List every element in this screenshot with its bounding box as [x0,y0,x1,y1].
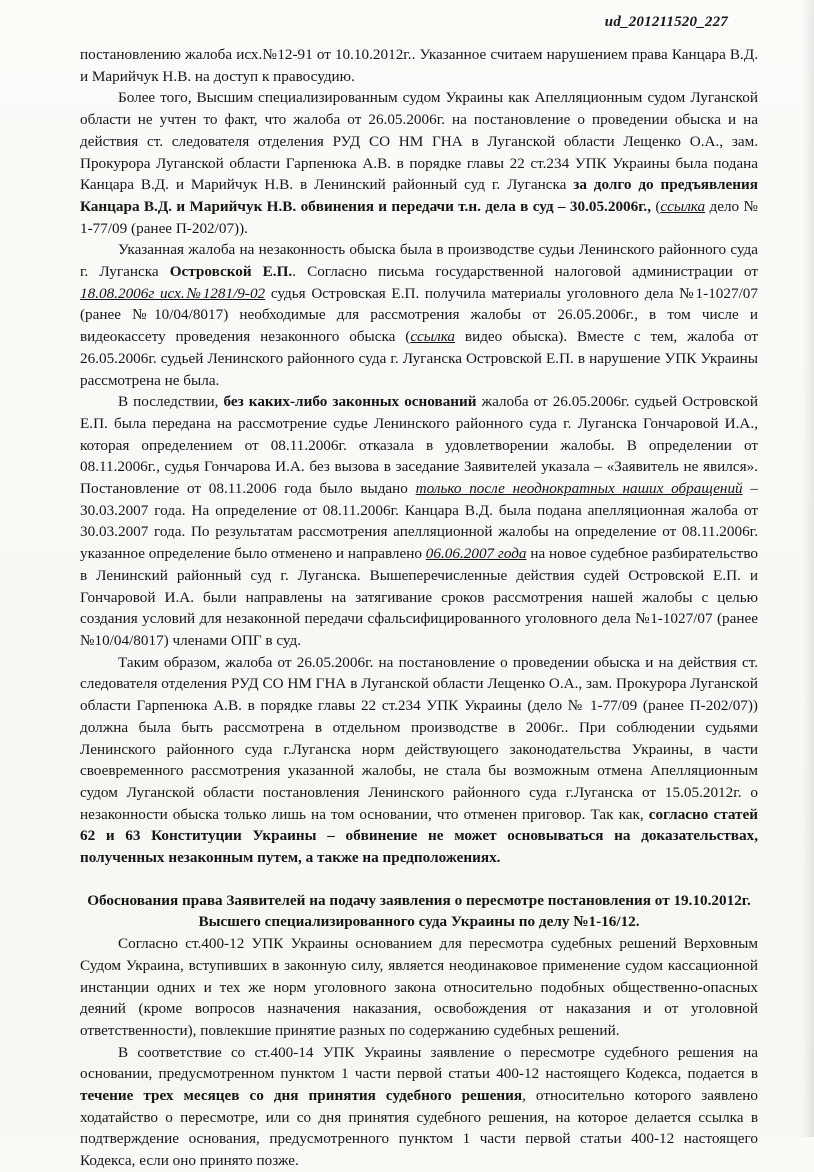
paragraph-3 [80,239,758,391]
p7-text-c: , относительно которого заявлено ходатайство о пересмотре, или со дня принятия судебного решения, на которое делается ссылка в подтверждение основания, предусмотренного пунктом 1 части первой статьи 400-12 настоящего Кодекса, если оно принято позже. [80,1087,758,1170]
p4-text-e: – 30.03.2007 года. На определение от 08.11.2006г. Канцара В.Д. была подана апелляционная жалоба от 30.03.2007 года. По результатам рассмотрения апелляционной жалобы на определение от 08.11.2006г. указанное определение было отменено и направлено [80,480,758,563]
document-id: ud_201211520_227 [604,14,728,30]
p4-text-a: В последствии, [118,393,224,411]
p3-text-e: судья Островская Е.П. получила материалы уголовного дела №1-1027/07 (ранее №10/04/8017) необходимые для рассмотрения жалобы от 26.05.2006г., в том числе и видеокассету проведения незаконного обыска ( [80,284,758,346]
paragraph-1 [80,44,758,87]
p2-link-ref: ссылка [660,197,706,215]
paragraph-7 [80,1042,758,1172]
p3-text-g: видео обыска). Вместе с тем, жалоба от 26.05.2006г. судьей Ленинского районного суда г. Луганска Островской Е.П. в нарушение УПК Украины рассмотрена не была. [80,328,759,389]
p4-text-g: на новое судебное разбирательство в Ленинский районный суд г. Луганска. Вышеперечисленные действия судей Островской Е.П. и Гончаровой И.А. были направлены на затягивание сроков рассмотрения нашей жалобы с целью создания условий для незаконной передачи сфальсифицированного уголовного дела №1-1027/07 (ранее №10/04/8017) членами ОПГ в суд. [80,545,758,649]
p5-bold: согласно статей 62 и 63 Конституции Украины – обвинение не может основываться на доказательствах, полученных незаконным путем, а также на предположениях. [80,805,758,867]
paragraph-2 [80,87,758,239]
p6-text: Согласно ст.400-12 УПК Украины основанием для пересмотра судебных решений Верховным Судом Украина, вступивших в законную силу, является неодинаковое применение судом кассационной инстанции одних и тех же норм уголовного закона относительно подобных общественно-опасных деяний (кроме вопросов назначения наказания, освобождения от наказания и от уголовной ответственности), повлекшие принятие разных по содержанию судебных решений. [80,935,758,1039]
section-heading: Обоснования права Заявителей на подачу заявления о пересмотре постановления от 19.10.2012г. Высшего специализированного суда Украины по делу №1-16/12. [87,891,751,931]
p1-text: постановлению жалоба исх.№12-91 от 10.10.2012г.. Указанное считаем нарушением права Канцара В.Д. и Марийчук Н.В. на доступ к правосудию. [80,46,758,85]
document-body [80,44,758,1172]
p4-text-c: жалоба от 26.05.2006г. судьей Островской Е.П. была передана на рассмотрение судье Ленинского районного суда г. Луганска Гончаровой И.А., которая определением от 08.11.2006г. отказала в удовлетворении жалобы. В определении от 08.11.2006г., судья Гончарова И.А. без вызова в заседание Заявителей указала – «Заявитель не явился». Постановление от 08.11.2006 года было выдано [80,393,759,498]
p3-text-c: . Согласно письма государственной налоговой администрации от [292,263,758,281]
p3-letter-ref: 18.08.2006г исх.№1281/9-02 [80,284,266,302]
p3-bold-judge: Островской Е.П. [169,263,293,281]
p5-text-a: Таким образом, жалоба от 26.05.2006г. на постановление о проведении обыска и на действия ст. следователя отделения РУД СО НМ ГНА в Луганской области Лещенко О.А., зам. Прокурора Луганской области Гарпенюка А.В. в порядке главы 22 ст.234 УПК Украины (дело № 1-77/09 (ранее П-202/07)) должна была быть рассмотрена в отдельном производстве в 2006г.. При соблюдении судьями Ленинского районного суда г.Луганска норм действующего законодательства Украины, в части своевременного рассмотрения указанной жалобы, не стала бы возможным отмена Апелляционным судом Луганской области постановления Ленинского районного суда г.Луганска от 15.05.2012г. о незаконности обыска только лишь на том основании, что отменен приговор. Так как, [80,653,758,823]
p4-underline-appeals: только после неоднократных наших обращений [415,480,743,498]
p4-underline-date: 06.06.2007 года [425,545,527,563]
p2-text-c: ( [651,197,661,215]
paragraph-6 [80,933,758,1042]
p2-bold: за долго до предъявления Канцара В.Д. и Марийчук Н.В. обвинения и передачи т.н. дела в суд – 30.05.2006г., [80,176,758,215]
paragraph-5 [80,652,758,869]
p7-text-a: В соответствие со ст.400-14 УПК Украины заявление о пересмотре судебного решения на основании, предусмотренном пунктом 1 части первой статьи 400-12 настоящего Кодекса, подается в [80,1043,758,1083]
p2-text-e: дело № 1-77/09 (ранее П-202/07)). [80,197,758,237]
p3-text-a: Указанная жалоба на незаконность обыска была в производстве судьи Ленинского районного суда г. Луганска [80,241,758,281]
scan-edge-shadow [802,0,814,1137]
p2-text-a: Более того, Высшим специализированным судом Украины как Апелляционным судом Луганской области не учтен то факт, что жалоба от 26.05.2006г. на постановление о проведении обыска и на действия ст. следователя отделения РУД СО НМ ГНА в Луганской области Лещенко О.А., зам. Прокурора Луганской области Гарпенюка А.В. в порядке главы 22 ст.234 УПК Украины была подана Канцара В.Д. и Марийчук Н.В. в Ленинский районный суд г. Луганска [80,89,758,194]
paragraph-4 [80,391,758,651]
p3-link-ref: ссылка [410,328,456,346]
p7-bold: течение трех месяцев со дня принятия судебного решения [80,1087,523,1105]
p4-bold: без каких-либо законных оснований [223,393,477,411]
